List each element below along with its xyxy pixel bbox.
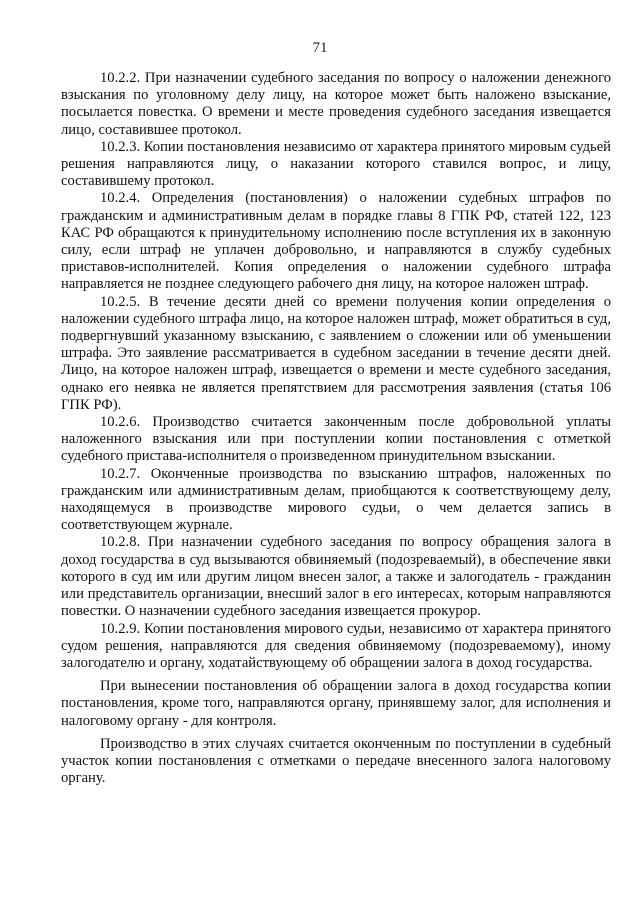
document-body — [61, 70, 611, 787]
paragraph-collateral-copies: При вынесении постановления об обращении залога в доход государства копии постановления, кроме того, направляются органу, принявшему залог, для исполнения и налоговому органу - для контроля. — [61, 678, 611, 729]
paragraph-proceedings-completed: Производство в этих случаях считается оконченным по поступлении в судебный участок копии постановления с отметками о передаче внесенного залога налоговому органу. — [61, 735, 611, 787]
paragraph-10-2-2: 10.2.2. При назначении судебного заседания по вопросу о наложении денежного взыскания по уголовному делу лицу, на которое может быть наложено взыскание, посылается повестка. О времени и месте проведения судебного заседания извещается лицо, составившее протокол. — [61, 70, 611, 138]
page-number: 71 — [312, 40, 328, 56]
paragraph-10-2-6: 10.2.6. Производство считается законченным после добровольной уплаты наложенного взыскания или при поступлении копии постановления с отметкой судебного пристава-исполнителя о произведенном принудительном взыскании. — [61, 414, 611, 465]
paragraph-10-2-7: 10.2.7. Оконченные производства по взысканию штрафов, наложенных по гражданским или административным делам, приобщаются к соответствующему делу, находящемуся в производстве мирового судьи, о чем делается запись в соответствующем журнале. — [61, 465, 611, 534]
paragraph-10-2-3: 10.2.3. Копии постановления независимо от характера принятого мировым судьей решения направляются лицу, о наказании которого ставился вопрос, и лицу, составившему протокол. — [61, 138, 611, 190]
paragraph-10-2-9: 10.2.9. Копии постановления мирового судьи, независимо от характера принятого судом решения, направляются для сведения обвиняемому (подозреваемому), иному залогодателю и органу, ходатайствующему об обращении залога в доход государства. — [61, 620, 611, 671]
paragraph-10-2-4: 10.2.4. Определения (постановления) о наложении судебных штрафов по гражданским и административным делам в порядке главы 8 ГПК РФ, статей 122, 123 КАС РФ обращаются к принудительному исполнению после вступления их в законную силу, если штраф не уплачен добровольно, и направляются в службу судебных приставов-исполнителей. Копия определения о наложении судебного штрафа направляется не позднее следующего рабочего дня лицу, на которое наложен штраф. — [61, 190, 611, 293]
paragraph-10-2-5: 10.2.5. В течение десяти дней со времени получения копии определения о наложении судебного штрафа лицо, на которое наложен штраф, может обратиться в суд, подвергнувший указанному взысканию, с заявлением о сложении или об уменьшении штрафа. Это заявление рассматривается в судебном заседании в течение десяти дней. Лицо, на которое наложен штраф, извещается о времени и месте судебного заседания, однако его неявка не является препятствием для рассмотрения заявления (статья 106 ГПК РФ). — [61, 293, 611, 413]
paragraph-10-2-8: 10.2.8. При назначении судебного заседания по вопросу обращения залога в доход государства в суд вызываются обвиняемый (подозреваемый), в обеспечение явки которого в суд им или другим лицом внесен залог, а также и залогодатель - гражданин или представитель организации, внесший залог в его интересах, которым направляются повестки. О назначении судебного заседания извещается прокурор. — [61, 534, 611, 620]
